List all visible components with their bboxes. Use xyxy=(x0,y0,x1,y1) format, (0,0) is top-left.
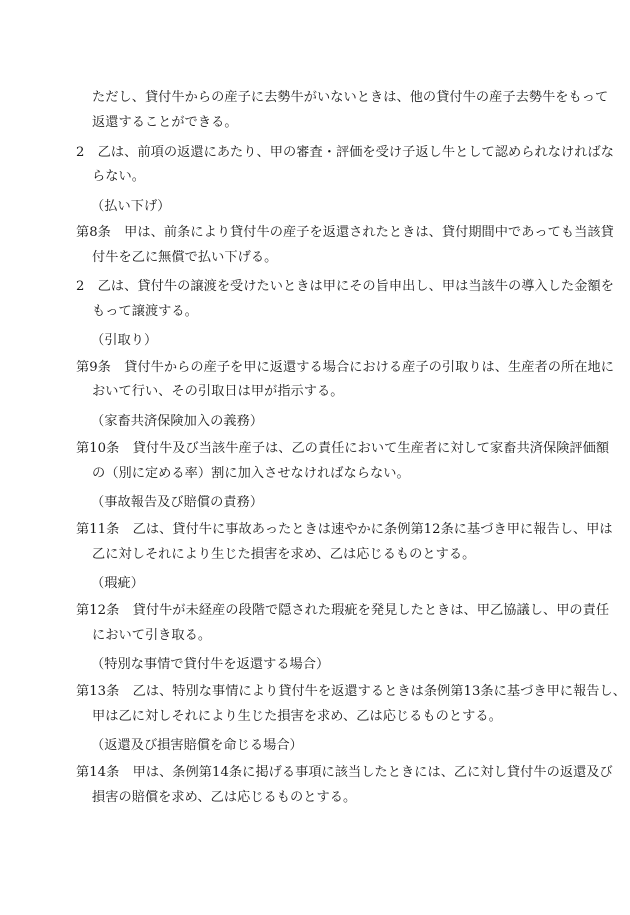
section-heading: （特別な事情で貸付牛を返還する場合） xyxy=(91,657,330,672)
article-line: 第11条 乙は、貸付牛に事故あったときは速やかに条例第12条に基づき甲に報告し、甲は xyxy=(76,522,613,537)
text-line: もって譲渡する。 xyxy=(92,304,198,319)
article-line: 第9条 貸付牛からの産子を甲に返還する場合における産子の引取りは、生産者の所在地に xyxy=(76,360,614,375)
text-line: ただし、貸付牛からの産子に去勢牛がいないときは、他の貸付牛の産子去勢牛をもって xyxy=(92,90,609,105)
article-line: 第12条 貸付牛が未経産の段階で隠された瑕疵を発見したときは、甲乙協議し、甲の責任 xyxy=(76,603,610,618)
text-line: 損害の賠償を求め、乙は応じるものとする。 xyxy=(92,790,357,805)
text-line: 返還することができる。 xyxy=(92,115,238,130)
text-line: おいて行い、その引取日は甲が指示する。 xyxy=(92,384,344,399)
section-heading: （瑕疵） xyxy=(91,576,144,591)
text-line: 付牛を乙に無償で払い下げる。 xyxy=(92,250,278,265)
text-line: 甲は乙に対しそれにより生じた損害を求め、乙は応じるものとする。 xyxy=(92,709,502,724)
text-line: の（別に定める率）割に加入させなければならない。 xyxy=(92,466,410,481)
article-line: 第8条 甲は、前条により貸付牛の産子を返還されたときは、貸付期間中であっても当該貸 xyxy=(76,225,614,240)
text-line: において引き取る。 xyxy=(92,628,212,643)
text-line: 乙に対しそれにより生じた損害を求め、乙は応じるものとする。 xyxy=(92,547,476,562)
article-line: 第10条 貸付牛及び当該牛産子は、乙の責任において生産者に対して家畜共済保険評価額 xyxy=(76,441,610,456)
text-line: 2 乙は、貸付牛の譲渡を受けたいときは甲にその旨申出し、甲は当該牛の導入した金額を xyxy=(76,279,614,294)
section-heading: （事故報告及び賠償の責務） xyxy=(91,495,264,510)
article-line: 第13条 乙は、特別な事情により貸付牛を返還するときは条例第13条に基づき甲に報告し、 xyxy=(76,684,627,699)
section-heading: （返還及び損害賠償を命じる場合） xyxy=(91,738,303,753)
text-line: らない。 xyxy=(92,169,145,184)
article-line: 第14条 甲は、条例第14条に掲げる事項に該当したときには、乙に対し貸付牛の返還及び xyxy=(76,765,613,780)
section-heading: （引取り） xyxy=(91,333,158,348)
section-heading: （払い下げ） xyxy=(91,199,171,214)
text-line: 2 乙は、前項の返還にあたり、甲の審査・評価を受け子返し牛として認められなければな xyxy=(76,145,614,160)
section-heading: （家畜共済保険加入の義務） xyxy=(91,414,264,429)
